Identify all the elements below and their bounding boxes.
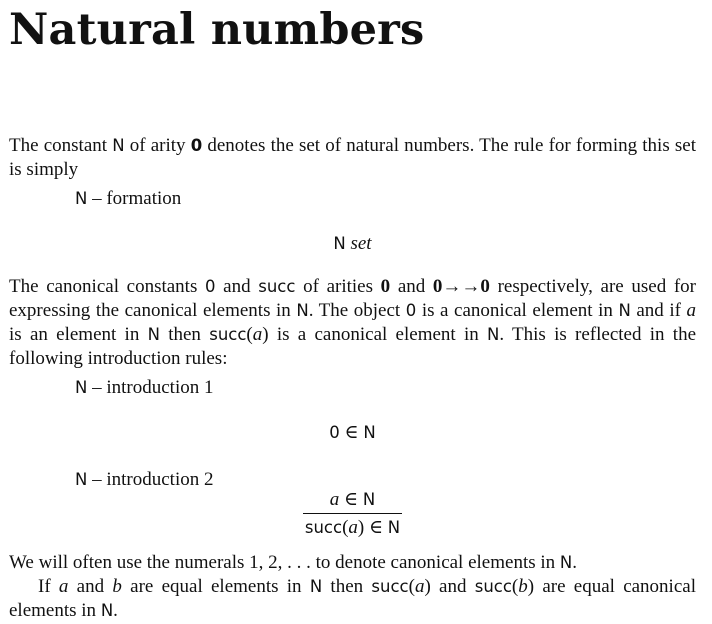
- rule-inference-introduction-2: [9, 489, 696, 539]
- symbol-N: N: [112, 136, 125, 155]
- rule-name-introduction-1: N – introduction 1: [75, 377, 214, 398]
- paragraph-canonical: The canonical constants 0 and succ of arities 0 and 0→→0 respectively, are used for expressing the canonical elements in N. The object 0 is a canonical element in N and if a is an element in N then succ(a) is a canonical element in N. This is reflected in the following introduction rules:: [9, 276, 697, 369]
- symbol-zero: 0: [190, 136, 203, 155]
- rule-conclusion-formation: N set: [333, 233, 372, 254]
- section-title: Natural numbers: [9, 5, 425, 55]
- paragraph-numerals: We will often use the numerals 1, 2, . . . to denote canonical elements in N.: [9, 552, 577, 573]
- rule-premise: a ∈ N: [329, 489, 376, 510]
- rule-name-formation: N – formation: [75, 188, 182, 209]
- rule-name-introduction-2: N – introduction 2: [75, 469, 214, 490]
- rule-conclusion: succ(a) ∈ N: [304, 517, 401, 538]
- rule-conclusion-introduction-1: 0 ∈ N: [329, 422, 376, 443]
- paragraph-intro: The constant N of arity 0 denotes the set of natural numbers. The rule for forming this set is simply: [9, 135, 696, 180]
- paragraph-equality: If a and b are equal elements in N then succ(a) and succ(b) are equal canonical elements in N.: [9, 576, 696, 621]
